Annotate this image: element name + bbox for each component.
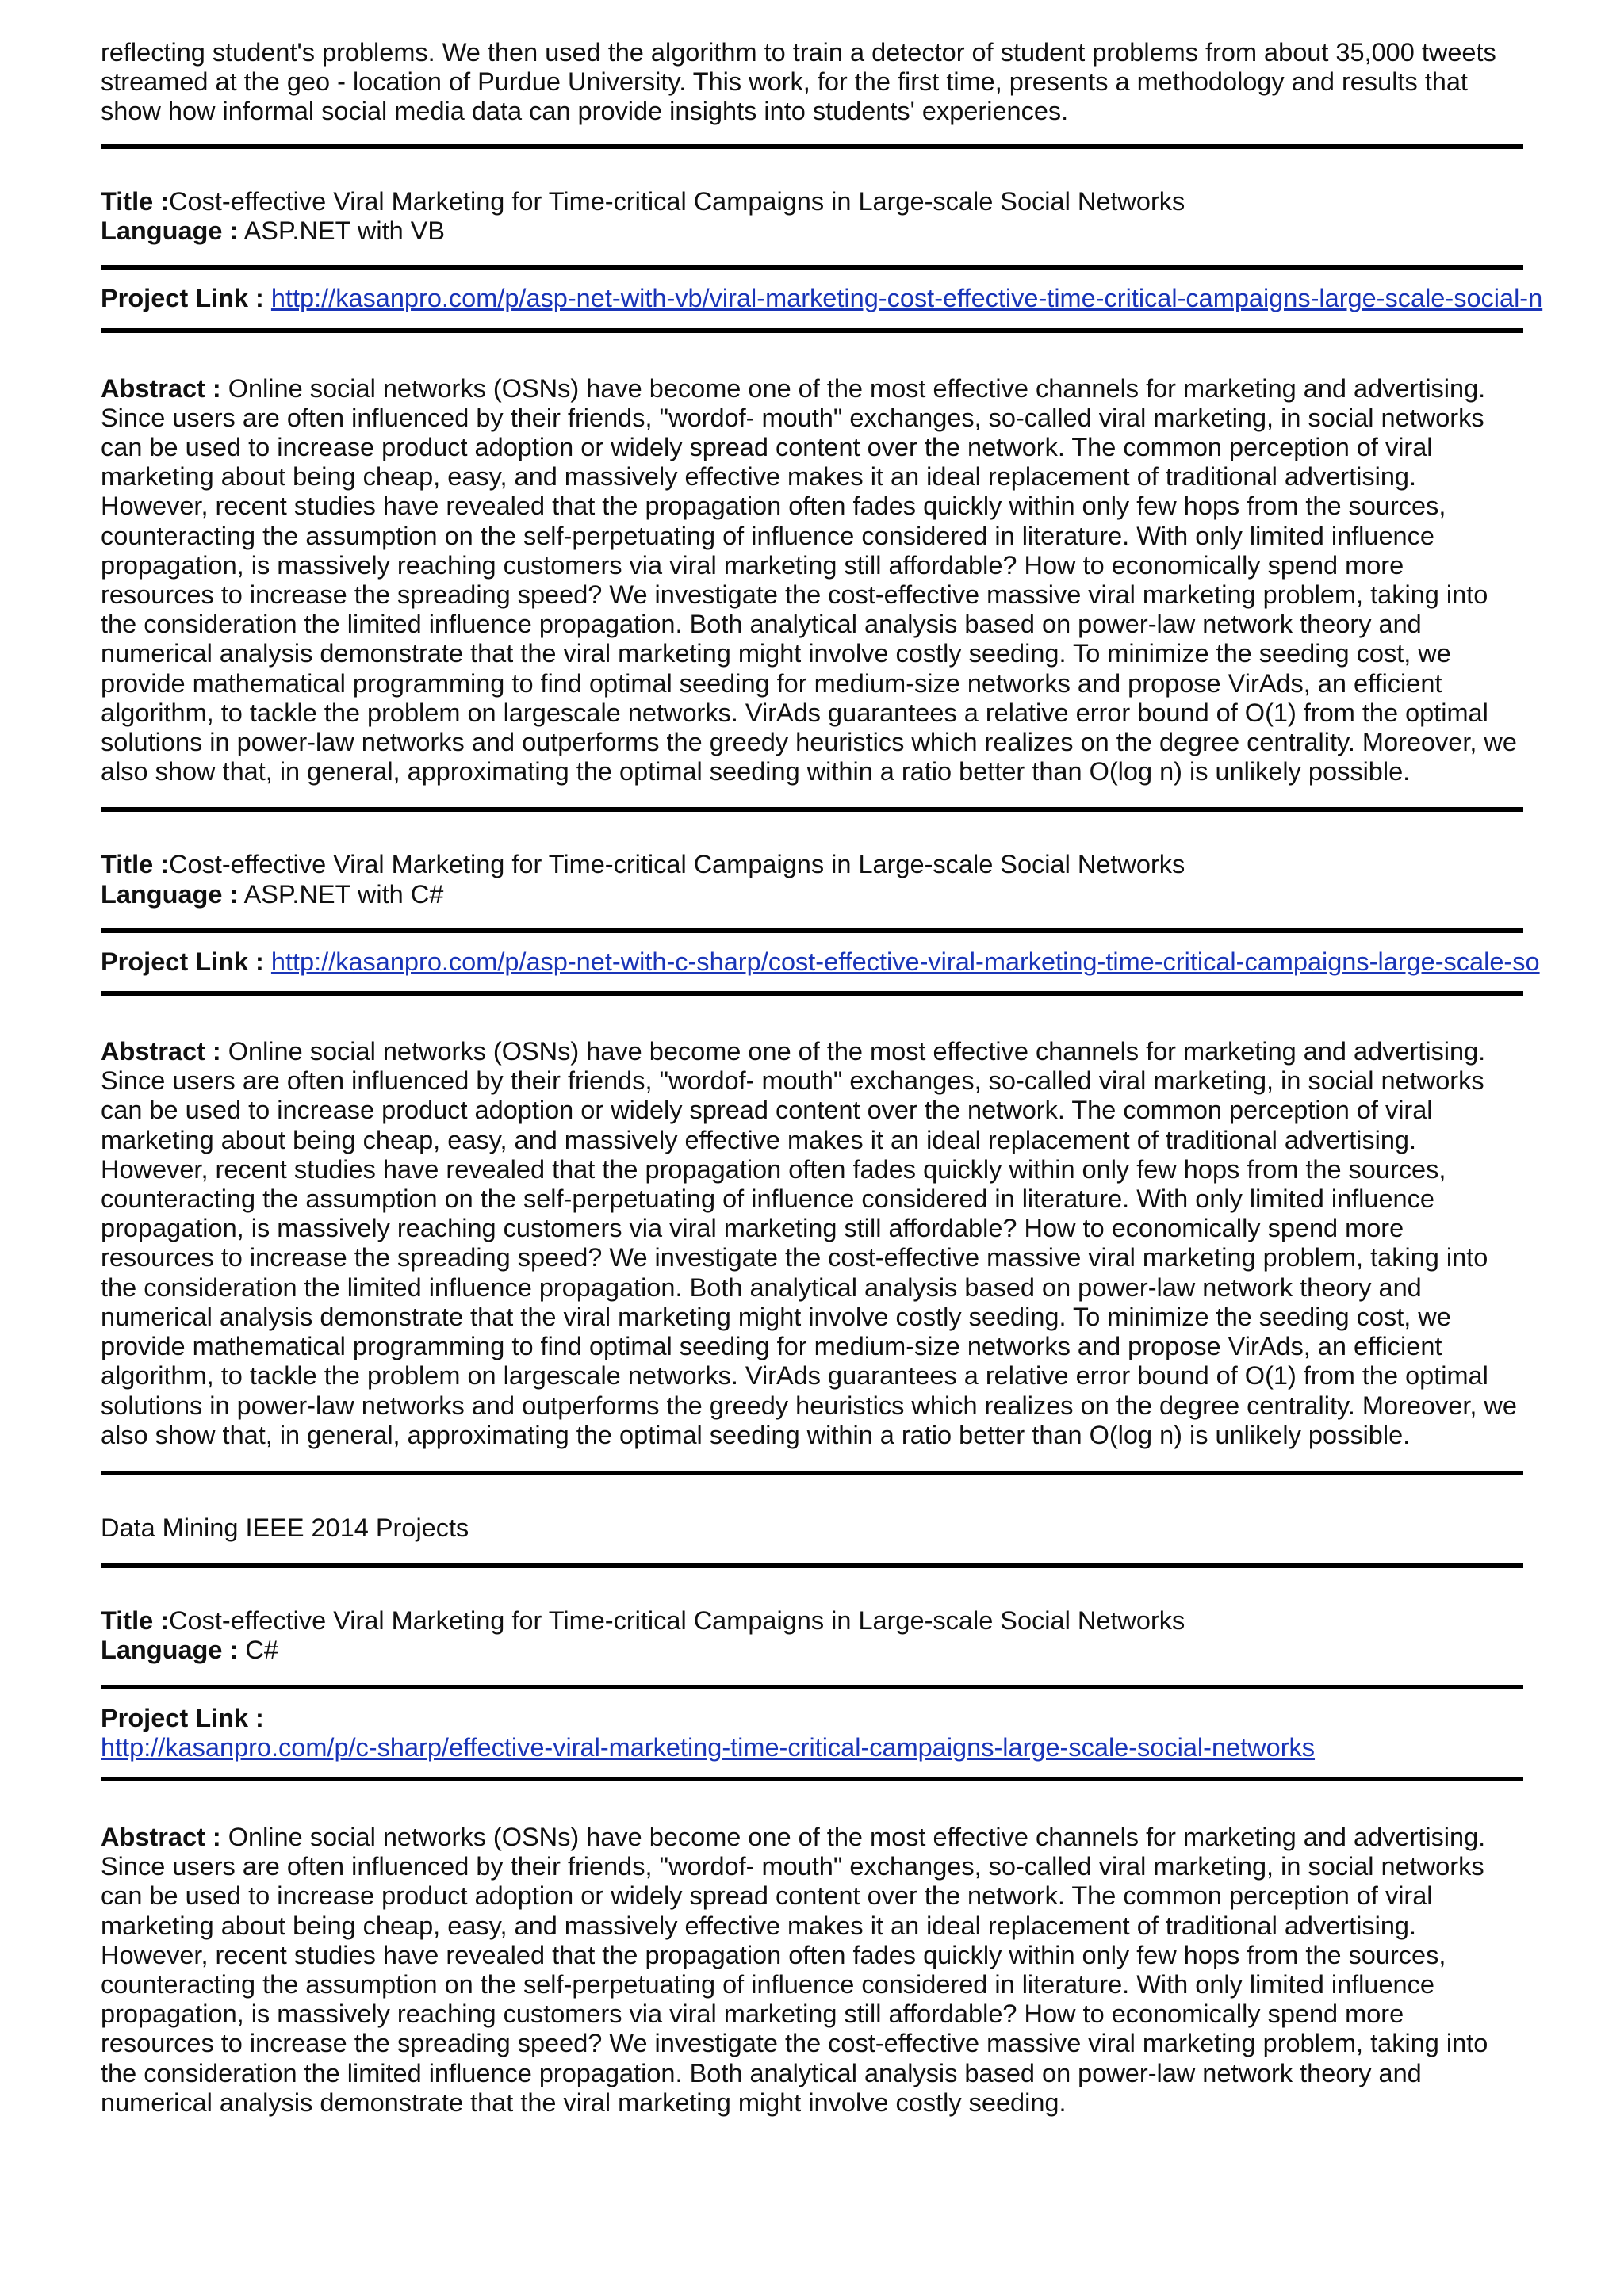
project-abstract xyxy=(101,374,1523,787)
project-link-label: Project Link : xyxy=(101,947,264,976)
project-language-line xyxy=(101,880,1523,909)
project-link-line xyxy=(101,1704,1523,1733)
abstract-label: Abstract : xyxy=(101,373,221,403)
project-title-line xyxy=(101,1606,1523,1636)
project-abstract xyxy=(101,1037,1523,1450)
document-content xyxy=(101,38,1543,2118)
project-title: Cost-effective Viral Marketing for Time-critical Campaigns in Large-scale Social Networks xyxy=(169,187,1185,216)
project-link[interactable]: http://kasanpro.com/p/asp-net-with-vb/viral-marketing-cost-effective-time-critical-campaigns-large-scale-social-n xyxy=(270,284,1543,313)
title-label: Title : xyxy=(101,850,170,879)
project-link-label: Project Link : xyxy=(101,1703,264,1732)
project-language: ASP.NET with VB xyxy=(243,216,446,246)
abstract-text: Online social networks (OSNs) have become one of the most effective channels for marketing and advertising. Since users are often influenced by their friends, "wordof- mouth" exchanges, so-called viral marketing, in social networks can be used to increase product adoption or widely spread content over the network. The common perception of viral marketing about being cheap, easy, and massively effective makes it an ideal replacement of traditional advertising. However, recent studies have revealed that the propagation often fades quickly within only few hops from the sources, counteracting the assumption on the self-perpetuating of influence considered in literature. With only limited influence propagation, is massively reaching customers via viral marketing still affordable? How to economically spend more resources to increase the spreading speed? We investigate the cost-effective massive viral marketing problem, taking into the consideration the limited influence propagation. Both analytical analysis based on power-law network theory and numerical analysis demonstrate that the viral marketing might involve costly seeding. xyxy=(101,1822,1488,2117)
project-language-line xyxy=(101,1636,1523,1665)
intro-paragraph: reflecting student's problems. We then used the algorithm to train a detector of student problems from about 35,000 tweets streamed at the geo - location of Purdue University. This work, for the first time, presents a methodology and results that show how informal social media data can provide insights into students' experiences. xyxy=(101,38,1496,126)
project-title-line xyxy=(101,850,1523,879)
project-link[interactable]: http://kasanpro.com/p/asp-net-with-c-sharp/cost-effective-viral-marketing-time-critical-campaigns-large-scale-so xyxy=(270,947,1540,976)
title-label: Title : xyxy=(101,187,170,216)
project-language: C# xyxy=(245,1636,278,1665)
title-label: Title : xyxy=(101,1606,170,1636)
abstract-label: Abstract : xyxy=(101,1822,221,1851)
project-title: Cost-effective Viral Marketing for Time-critical Campaigns in Large-scale Social Networks xyxy=(169,850,1185,879)
project-link[interactable]: http://kasanpro.com/p/c-sharp/effective-viral-marketing-time-critical-campaigns-large-scale-social-networks xyxy=(101,1732,1316,1762)
project-title-line xyxy=(101,187,1523,216)
project-title: Cost-effective Viral Marketing for Time-critical Campaigns in Large-scale Social Networks xyxy=(169,1606,1185,1636)
project-link-label: Project Link : xyxy=(101,284,264,313)
abstract-text: Online social networks (OSNs) have become one of the most effective channels for marketing and advertising. Since users are often influenced by their friends, "wordof- mouth" exchanges, so-called viral marketing, in social networks can be used to increase product adoption or widely spread content over the network. The common perception of viral marketing about being cheap, easy, and massively effective makes it an ideal replacement of traditional advertising. However, recent studies have revealed that the propagation often fades quickly within only few hops from the sources, counteracting the assumption on the self-perpetuating of influence considered in literature. With only limited influence propagation, is massively reaching customers via viral marketing still affordable? How to economically spend more resources to increase the spreading speed? We investigate the cost-effective massive viral marketing problem, taking into the consideration the limited influence propagation. Both analytical analysis based on power-law network theory and numerical analysis demonstrate that the viral marketing might involve costly seeding. To minimize the seeding cost, we provide mathematical programming to find optimal seeding for medium-size networks and propose VirAds, an efficient algorithm, to tackle the problem on largescale networks. VirAds guarantees a relative error bound of O(1) from the optimal solutions in power-law networks and outperforms the greedy heuristics which realizes on the degree centrality. Moreover, we also show that, in general, approximating the optimal seeding within a ratio better than O(log n) is unlikely possible. xyxy=(101,1037,1517,1449)
language-label: Language : xyxy=(101,1636,239,1665)
language-label: Language : xyxy=(101,216,239,246)
project-abstract xyxy=(101,1823,1523,2118)
abstract-label: Abstract : xyxy=(101,1037,221,1066)
project-language: ASP.NET with C# xyxy=(243,879,444,909)
abstract-text: Online social networks (OSNs) have become one of the most effective channels for marketing and advertising. Since users are often influenced by their friends, "wordof- mouth" exchanges, so-called viral marketing, in social networks can be used to increase product adoption or widely spread content over the network. The common perception of viral marketing about being cheap, easy, and massively effective makes it an ideal replacement of traditional advertising. However, recent studies have revealed that the propagation often fades quickly within only few hops from the sources, counteracting the assumption on the self-perpetuating of influence considered in literature. With only limited influence propagation, is massively reaching customers via viral marketing still affordable? How to economically spend more resources to increase the spreading speed? We investigate the cost-effective massive viral marketing problem, taking into the consideration the limited influence propagation. Both analytical analysis based on power-law network theory and numerical analysis demonstrate that the viral marketing might involve costly seeding. To minimize the seeding cost, we provide mathematical programming to find optimal seeding for medium-size networks and propose VirAds, an efficient algorithm, to tackle the problem on largescale networks. VirAds guarantees a relative error bound of O(1) from the optimal solutions in power-law networks and outperforms the greedy heuristics which realizes on the degree centrality. Moreover, we also show that, in general, approximating the optimal seeding within a ratio better than O(log n) is unlikely possible. xyxy=(101,373,1517,786)
project-link-line xyxy=(101,284,1543,313)
project-link-line xyxy=(101,947,1540,977)
language-label: Language : xyxy=(101,879,239,909)
section-heading: Data Mining IEEE 2014 Projects xyxy=(101,1513,469,1542)
project-link-line xyxy=(101,1733,1523,1762)
project-language-line xyxy=(101,216,1523,246)
